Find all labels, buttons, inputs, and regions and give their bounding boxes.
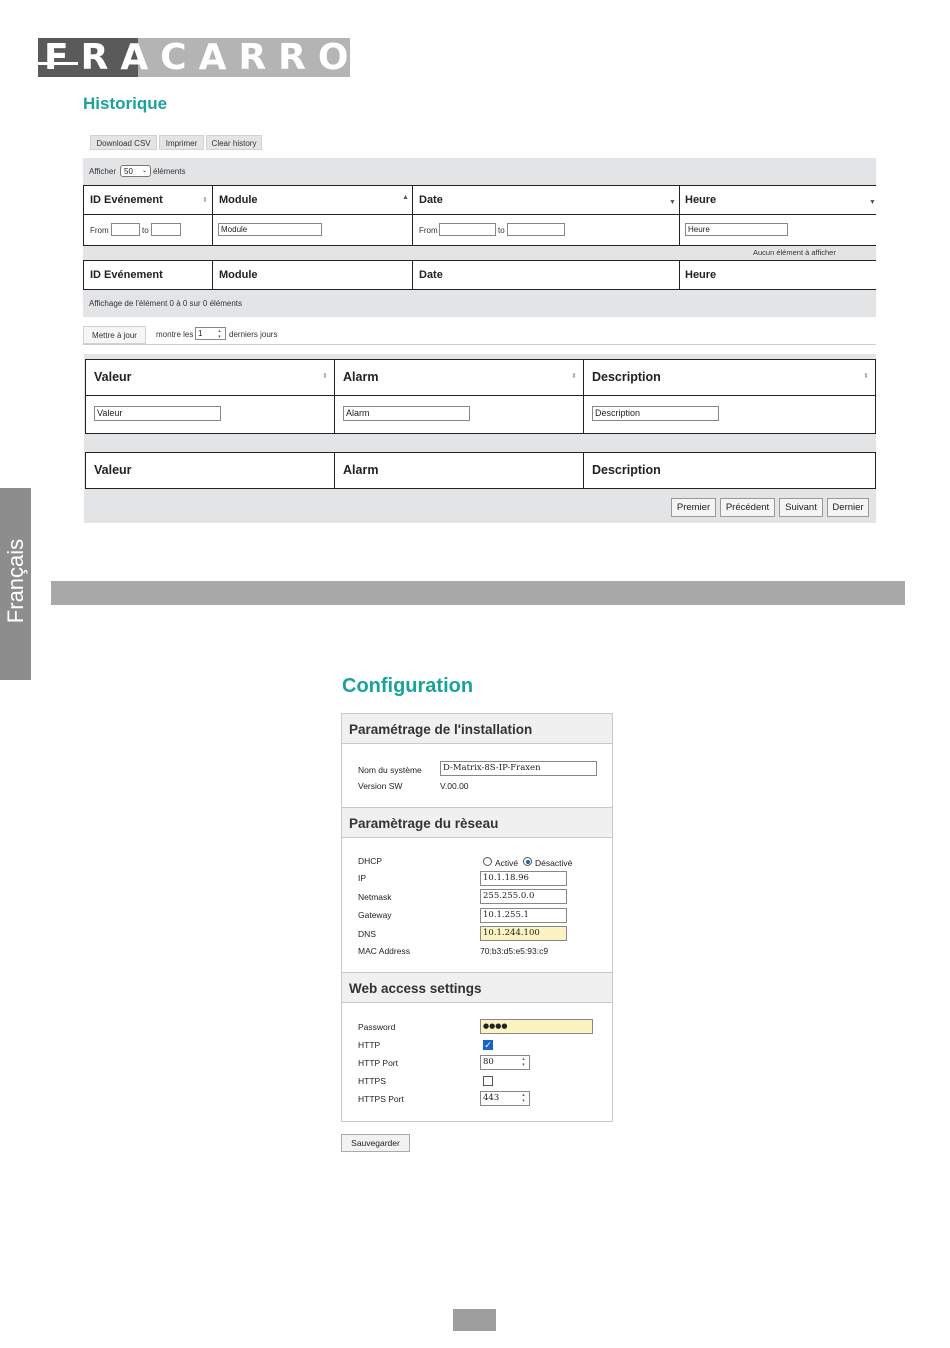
- save-button[interactable]: Sauvegarder: [341, 1134, 410, 1152]
- https-checkbox[interactable]: [483, 1076, 493, 1086]
- date-from-label: From: [419, 226, 438, 235]
- history-controls-band: [83, 158, 876, 185]
- ip-input[interactable]: 10.1.18.96: [480, 871, 567, 886]
- history-info-text: Affichage de l'élément 0 à 0 sur 0 éléments: [89, 299, 243, 308]
- col-heure[interactable]: Heure: [685, 194, 717, 206]
- install-heading: Paramétrage de l'installation: [342, 713, 612, 744]
- last-page-button[interactable]: Dernier: [827, 498, 869, 517]
- dhcp-off-radio[interactable]: [523, 857, 532, 866]
- days-suffix: derniers jours: [229, 330, 278, 339]
- days-stepper[interactable]: [195, 327, 226, 340]
- system-name-input[interactable]: D-Matrix-8S-IP-Fraxen: [440, 761, 597, 776]
- dns-input[interactable]: 10.1.244.100: [480, 926, 567, 941]
- valeur-filter-input[interactable]: Valeur: [94, 406, 221, 421]
- print-button[interactable]: Imprimer: [159, 135, 204, 150]
- netmask-label: Netmask: [358, 892, 392, 902]
- section-divider-bar: [51, 581, 905, 605]
- dhcp-label: DHCP: [358, 856, 383, 866]
- id-to-label: to: [142, 226, 149, 235]
- http-port-value: 80: [483, 1057, 494, 1067]
- download-csv-button[interactable]: Download CSV: [90, 135, 157, 150]
- alarms-footer-row: [85, 452, 876, 489]
- mac-value: 70:b3:d5:e5:93:c9: [480, 946, 549, 956]
- stepper-arrows-icon[interactable]: ▴ ▾: [218, 328, 221, 340]
- module-filter-input[interactable]: Module: [218, 223, 322, 236]
- page-length-value: 50: [124, 167, 133, 176]
- version-label: Version SW: [358, 781, 403, 791]
- show-prefix: Afficher: [89, 167, 116, 176]
- http-port-stepper[interactable]: [480, 1055, 530, 1070]
- sort-icon: ⬍: [322, 373, 328, 380]
- history-table: [83, 185, 876, 246]
- gateway-input[interactable]: 10.1.255.1: [480, 908, 567, 923]
- id-from-input[interactable]: [111, 223, 140, 236]
- http-label: HTTP: [358, 1040, 381, 1050]
- date-to-label: to: [498, 226, 505, 235]
- dhcp-on-label: Activé: [495, 858, 519, 868]
- footer-valeur: Valeur: [94, 463, 132, 477]
- sort-icon: ⬍: [571, 373, 577, 380]
- sort-asc-icon: ▲: [402, 194, 409, 201]
- mac-label: MAC Address: [358, 946, 410, 956]
- sort-icon: ⬍: [863, 373, 869, 380]
- ip-label: IP: [358, 873, 367, 883]
- https-port-value: 443: [483, 1093, 500, 1103]
- days-value: 1: [198, 329, 203, 338]
- https-port-label: HTTPS Port: [358, 1094, 404, 1104]
- date-from-input[interactable]: [439, 223, 496, 236]
- sort-desc-icon: ▼: [669, 199, 676, 206]
- dhcp-off-label: Désactivé: [535, 858, 573, 868]
- heure-filter-input[interactable]: Heure: [685, 223, 788, 236]
- chevron-down-icon: ⌄: [141, 168, 147, 174]
- page-length-select[interactable]: [120, 165, 151, 177]
- configuration-title: Configuration: [342, 675, 474, 697]
- history-info-band: [83, 290, 876, 317]
- footer-heure: Heure: [685, 269, 717, 281]
- alarm-filter-input[interactable]: Alarm: [343, 406, 470, 421]
- web-heading: Web access settings: [342, 972, 612, 1003]
- version-value: V.00.00: [440, 781, 469, 791]
- empty-row: [83, 246, 876, 260]
- https-label: HTTPS: [358, 1076, 386, 1086]
- col-module[interactable]: Module: [219, 194, 258, 206]
- http-port-label: HTTP Port: [358, 1058, 398, 1068]
- sort-desc-icon: ▼: [869, 199, 876, 206]
- show-suffix: éléments: [153, 167, 186, 176]
- empty-message: Aucun élément à afficher: [753, 248, 836, 257]
- footer-module: Module: [219, 269, 258, 281]
- https-port-stepper[interactable]: [480, 1091, 530, 1106]
- password-input[interactable]: ●●●●: [480, 1019, 593, 1034]
- next-page-button[interactable]: Suivant: [779, 498, 823, 517]
- col-alarm[interactable]: Alarm: [343, 370, 379, 384]
- password-label: Password: [358, 1022, 396, 1032]
- dns-label: DNS: [358, 929, 376, 939]
- col-description[interactable]: Description: [592, 370, 661, 384]
- sort-icon: ⬍: [202, 197, 208, 204]
- update-button[interactable]: Mettre à jour: [83, 326, 146, 344]
- stepper-arrows-icon[interactable]: ▴ ▾: [522, 1056, 525, 1068]
- footer-id-evenement: ID Evénement: [90, 269, 163, 281]
- alarms-table: [85, 359, 876, 434]
- language-label: Français: [3, 538, 28, 624]
- previous-page-button[interactable]: Précédent: [720, 498, 775, 517]
- col-id-evenement[interactable]: ID Evénement: [90, 194, 163, 206]
- language-tab: [0, 488, 31, 680]
- description-filter-input[interactable]: Description: [592, 406, 719, 421]
- system-name-label: Nom du système: [358, 765, 422, 775]
- fracarro-logo: [38, 37, 361, 78]
- configuration-panel: [341, 713, 613, 1122]
- logo-text: FRACARRO: [44, 37, 361, 78]
- id-to-input[interactable]: [151, 223, 181, 236]
- netmask-input[interactable]: 255.255.0.0: [480, 889, 567, 904]
- days-prefix: montre les: [156, 330, 194, 339]
- clear-history-button[interactable]: Clear history: [206, 135, 262, 150]
- gateway-label: Gateway: [358, 910, 392, 920]
- stepper-arrows-icon[interactable]: ▴ ▾: [522, 1092, 525, 1104]
- col-date[interactable]: Date: [419, 194, 443, 206]
- col-valeur[interactable]: Valeur: [94, 370, 132, 384]
- network-heading: Paramètrage du rèseau: [342, 807, 612, 838]
- footer-date: Date: [419, 269, 443, 281]
- id-from-label: From: [90, 226, 109, 235]
- date-to-input[interactable]: [507, 223, 565, 236]
- page-number-box: [453, 1309, 496, 1331]
- history-footer-row: [83, 260, 876, 290]
- http-checkbox[interactable]: ✓: [484, 1040, 492, 1050]
- footer-alarm: Alarm: [343, 463, 379, 477]
- footer-description: Description: [592, 463, 661, 477]
- first-page-button[interactable]: Premier: [671, 498, 716, 517]
- historique-title: Historique: [83, 94, 168, 113]
- dhcp-on-radio[interactable]: [483, 857, 492, 866]
